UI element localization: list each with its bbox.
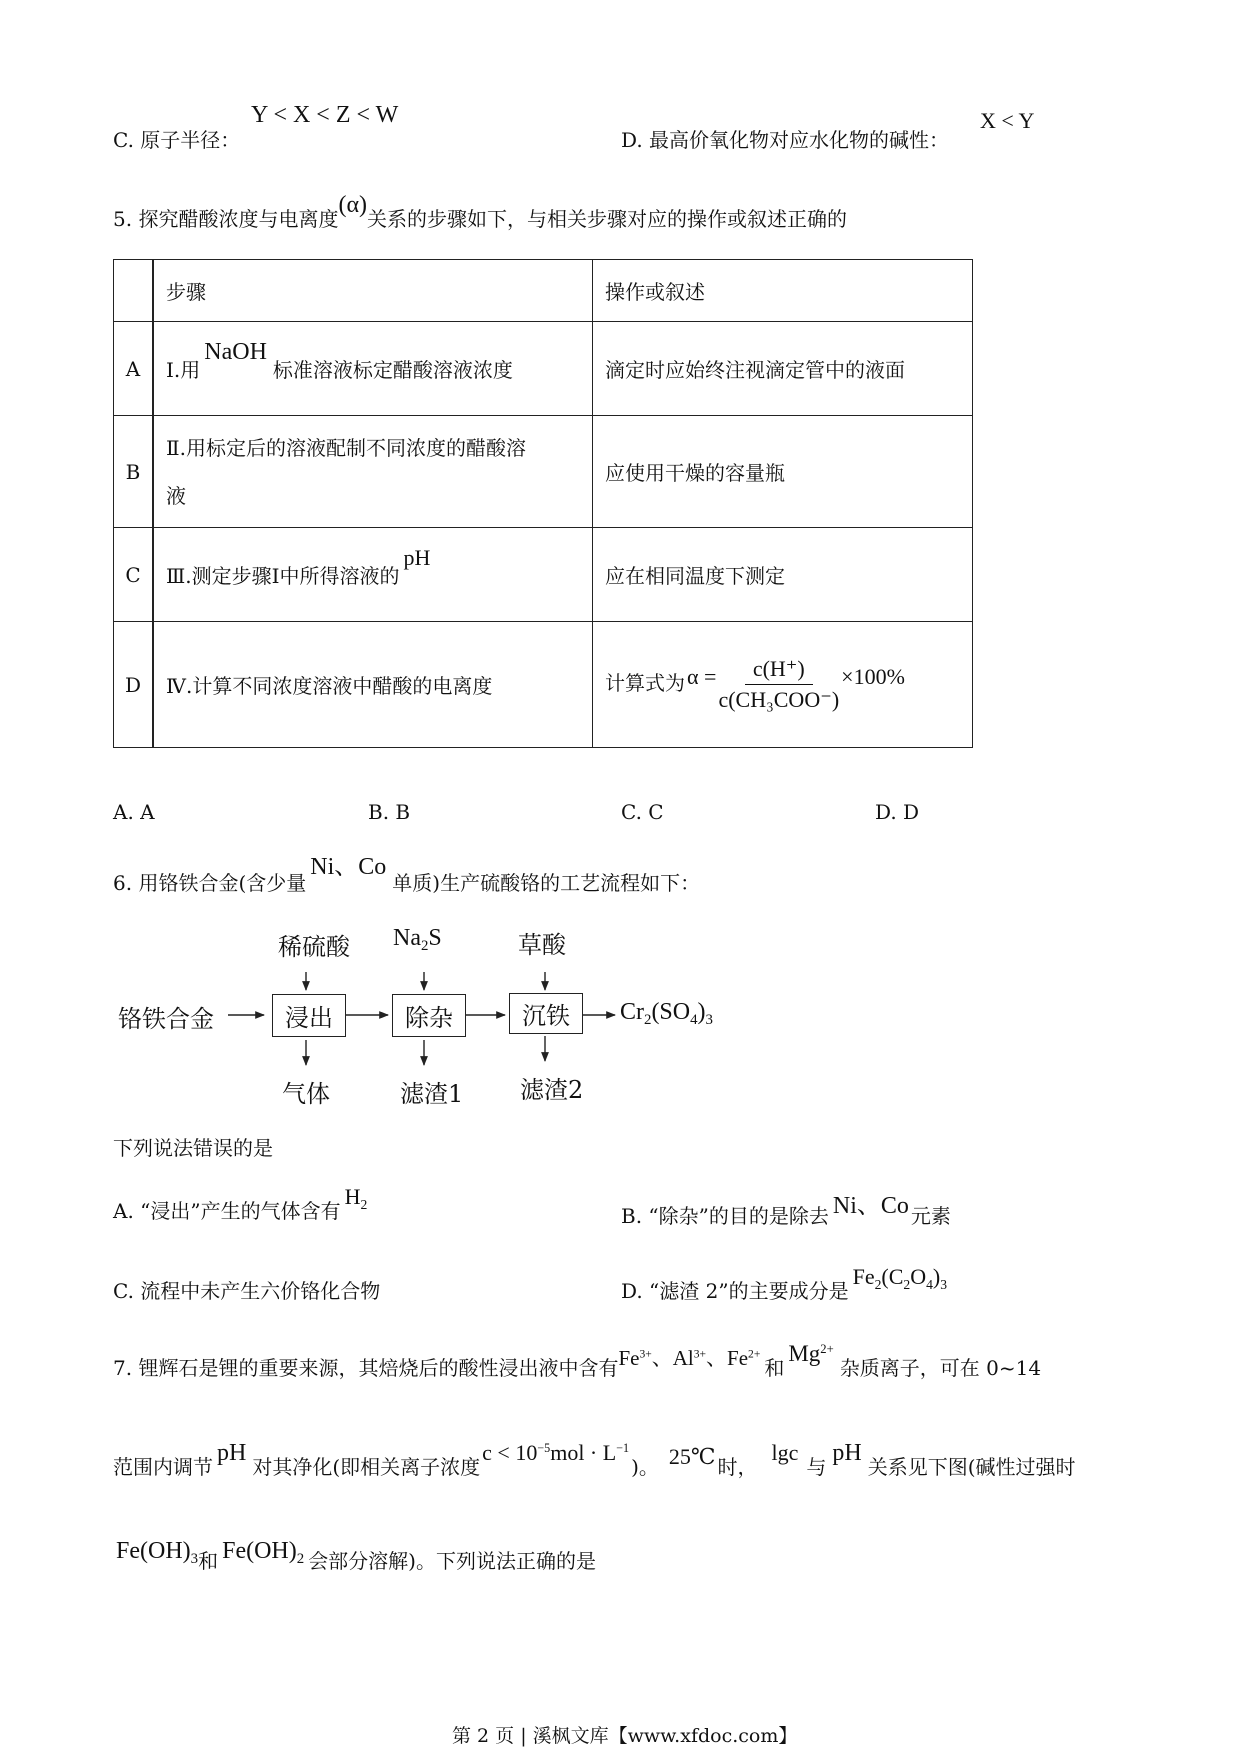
step-cell: Ⅰ.用NaOH标准溶液标定醋酸溶液浓度 (153, 322, 593, 416)
q4-option-d-label: D. 最高价氧化物对应水化物的碱性： (621, 128, 950, 152)
step-cell: Ⅱ.用标定后的溶液配制不同浓度的醋酸溶 液 (153, 416, 593, 528)
fraction-denominator: c(CH₃COO⁻) (718, 687, 840, 712)
flow-step-iron-removal: 沉铁 (509, 993, 583, 1034)
q5-option-a: A. A (113, 800, 155, 824)
operation-cell: 计算式为α = $\frac{c(H^+)}{\text{c(CH₃COO⁻)}}$ ×100% (593, 622, 973, 748)
q5-stem: 5. 探究醋酸浓度与电离度(α)关系的步骤如下，与相关步骤对应的操作或叙述正确的 (113, 192, 848, 231)
row-label: A (114, 322, 154, 416)
q6-option-a: A. “浸出”产生的气体含有$H_2$ (113, 1184, 368, 1223)
flow-step-purify: 除杂 (392, 994, 466, 1037)
row-label: C (114, 528, 154, 622)
q6-option-d: D. “滤渣 2”的主要成分是$Fe_2(C_2O_4)_3$ (621, 1264, 948, 1303)
q7-line-2: 范围内调节pH对其净化(即相关离子浓度$c < 10^{-5}mol \cdot L^{-1}$)。 25℃ 时，lgc与pH关系见下图(碱性过强时 (113, 1440, 1076, 1479)
flow-start: 铬铁合金 (118, 1005, 214, 1033)
formula-lhs: α = (687, 664, 717, 689)
flow-output-residue1: 滤渣1 (400, 1080, 464, 1108)
page-footer: 第 2 页 | 溪枫文库【www.xfdoc.com】 (452, 1725, 798, 1747)
q6-option-c: C. 流程中未产生六价铬化合物 (113, 1279, 381, 1303)
step-cell: Ⅳ.计算不同浓度溶液中醋酸的电离度 (153, 622, 593, 748)
flow-input-na2s: $Na_2S$ (393, 925, 442, 955)
flow-output-residue2: 滤渣2 (520, 1076, 584, 1104)
q4-option-d-formula: X < Y (980, 108, 1035, 133)
alpha-symbol: (α) (338, 192, 368, 218)
q6-lead: 下列说法错误的是 (113, 1136, 273, 1160)
q6-stem: 6. 用铬铁合金(含少量Ni、Co单质)生产硫酸铬的工艺流程如下： (113, 854, 701, 895)
q7-line-1: 7. 锂辉石是锂的重要来源，其焙烧后的酸性浸出液中含有$Fe^{3+}$、$Al^{3+}$、$Fe^{2+}$和$Mg^{2+}$杂质离子，可在 0~14 (113, 1341, 1042, 1380)
formula-tail: ×100% (841, 664, 905, 689)
q5-option-c: C. C (621, 800, 664, 824)
q6-option-b: B. “除杂”的目的是除去 Ni、Co 元素 (621, 1193, 951, 1228)
step-cell: Ⅲ.测定步骤Ⅰ中所得溶液的pH (153, 528, 593, 622)
q4-option-c-formula: Y < X < Z < W (251, 102, 399, 128)
operation-cell: 应在相同温度下测定 (593, 528, 973, 622)
flow-step-leach: 浸出 (272, 994, 346, 1037)
fraction-numerator: c(H⁺) (745, 656, 813, 685)
q5-option-b: B. B (368, 800, 411, 824)
row-label: D (114, 622, 154, 748)
q5-option-d: D. D (875, 800, 920, 824)
q4-option-c-label: C. 原子半径： (113, 128, 241, 152)
row-label: B (114, 416, 154, 528)
operation-cell: 应使用干燥的容量瓶 (593, 416, 973, 528)
q7-line-3: $Fe(OH)_3$和 $Fe(OH)_2$ 会部分溶解)。下列说法正确的是 (116, 1538, 596, 1573)
flow-output-gas: 气体 (282, 1080, 330, 1108)
flow-product: $Cr_2(SO_4)_3$ (620, 999, 713, 1029)
operation-cell: 滴定时应始终注视滴定管中的液面 (593, 322, 973, 416)
header-operation: 操作或叙述 (593, 260, 973, 322)
flow-input-acid: 稀硫酸 (278, 933, 350, 961)
flow-input-oxalic: 草酸 (518, 931, 566, 959)
header-step: 步骤 (153, 260, 593, 322)
